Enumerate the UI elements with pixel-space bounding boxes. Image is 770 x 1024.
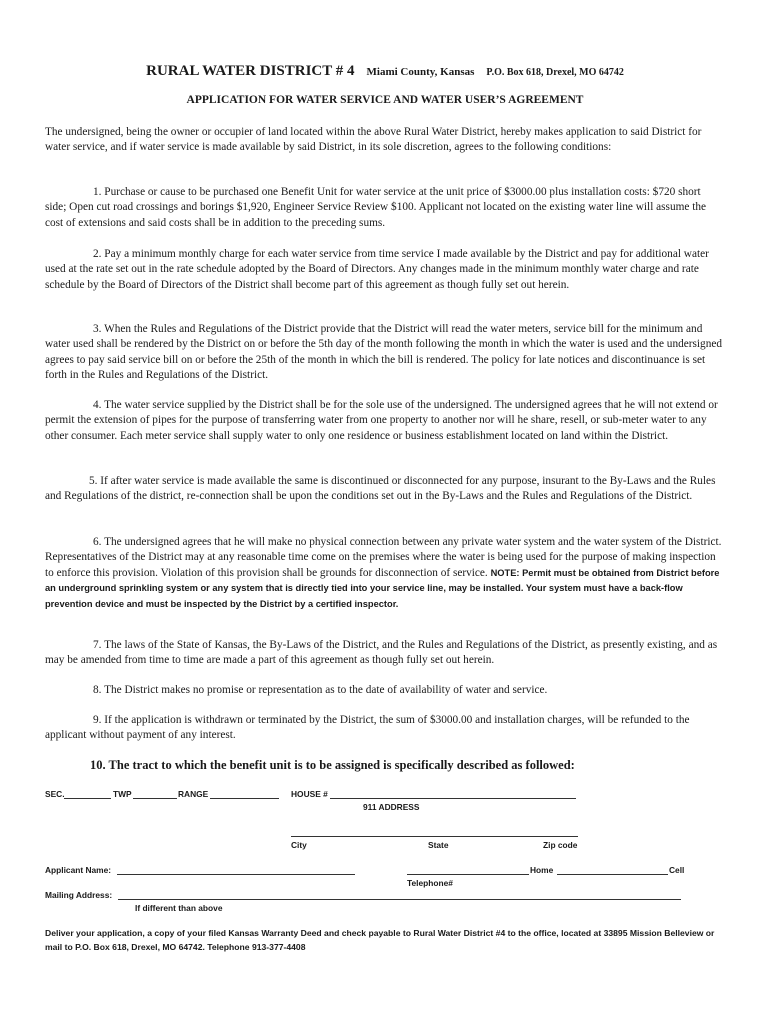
sprinkler-note: NOTE: Permit must be obtained from District before an underground sprinkling system or any system that is directly tied into your service line, may be installed. Your system must have a back-flow prevention device and must be inspected by the District by a certified inspector.: [45, 567, 720, 609]
condition-1-text: 1. Purchase or cause to be purchased one Benefit Unit for water service at the unit price of $3000.00 plus installation costs: $720 short side; Open cut road crossings and borings $1,920, Engineer Service Review $100. Applicant not located on the existing water line will assume the cost of extensions and said costs shall be in addition to the preceding sums.: [45, 186, 707, 229]
condition-2: [45, 247, 723, 293]
condition-6-text: 6. The undersigned agrees that he will make no physical connection between any private water system and the water system of the District. Representatives of the District may at any reasonable time come on the premises where the water is being used for the purpose of making inspection to enforce this provision. Violation of this provision shall be grounds for disconnection of service.: [45, 536, 722, 579]
address-911-label: 911 ADDRESS: [363, 802, 420, 812]
letterhead: [0, 62, 770, 80]
condition-7-text: 7. The laws of the State of Kansas, the By-Laws of the District, and the Rules and Regulations of the District, as presently existing, and as may be amended from time to time are made a part of this agreement as though fully set out herein.: [45, 639, 718, 667]
condition-3: [45, 322, 723, 384]
condition-5-text: 5. If after water service is made available the same is discontinued or disconnected for any purpose, insurant to the By-Laws and the Rules and Regulations of the district, re-connection shall be upon the conditions set out in the By-Laws and the Rules and Regulations of the District.: [45, 475, 716, 503]
document-title: APPLICATION FOR WATER SERVICE AND WATER USER’S AGREEMENT: [186, 94, 584, 106]
house-number-label: HOUSE #: [291, 789, 328, 799]
home-phone-field[interactable]: [407, 874, 529, 875]
intro-paragraph: [45, 125, 723, 156]
twp-label: TWP: [113, 789, 132, 799]
cell-phone-field[interactable]: [557, 874, 668, 875]
condition-8: [45, 683, 723, 698]
home-label: Home: [530, 865, 554, 875]
intro-text: The undersigned, being the owner or occupier of land located within the above Rural Water District, hereby makes application to said District for water service, and if water service is made available by said District, in its sole discretion, agrees to the following conditions:: [45, 126, 702, 154]
condition-10-heading: 10. The tract to which the benefit unit is to be assigned is specifically described as followed:: [90, 758, 575, 772]
house-number-field[interactable]: [330, 798, 576, 799]
district-address: P.O. Box 618, Drexel, MO 64742: [486, 67, 624, 78]
zip-label: Zip code: [543, 840, 578, 850]
range-field[interactable]: [210, 798, 279, 799]
condition-8-text: 8. The District makes no promise or representation as to the date of availability of water and service.: [93, 684, 548, 696]
district-title: RURAL WATER DISTRICT # 4: [146, 63, 355, 79]
city-state-zip-field[interactable]: [291, 836, 578, 837]
telephone-label: Telephone#: [407, 878, 453, 888]
mailing-address-field[interactable]: [118, 899, 681, 900]
condition-6: [45, 535, 723, 612]
range-label: RANGE: [178, 789, 209, 799]
applicant-name-field[interactable]: [117, 874, 355, 875]
delivery-text: Deliver your application, a copy of your filed Kansas Warranty Deed and check payable to Rural Water District #4 to the office, located at 33895 Mission Belleview or mail to P.O. Box 618, Drexel, MO 64742. Telephone 913-377-4408: [45, 928, 715, 952]
condition-4-text: 4. The water service supplied by the District shall be for the sole use of the undersigned. The undersigned agrees that he will not extend or permit the extension of pipes for the purpose of transferring water from one property to another nor will he share, resell, or sub-meter water to any other consumer. Each meter service shall supply water to only one residence or business establishment located on land within the District.: [45, 399, 718, 442]
condition-1: [45, 185, 723, 231]
sec-field[interactable]: [64, 798, 111, 799]
condition-9: [45, 713, 723, 744]
city-label: City: [291, 840, 307, 850]
condition-9-text: 9. If the application is withdrawn or terminated by the District, the sum of $3000.00 and installation charges, will be refunded to the applicant without payment of any interest.: [45, 714, 690, 742]
district-county: Miami County, Kansas: [366, 66, 475, 78]
sec-label: SEC.: [45, 789, 65, 799]
condition-7: [45, 638, 723, 669]
condition-4: [45, 398, 723, 444]
cell-label: Cell: [669, 865, 685, 875]
condition-2-text: 2. Pay a minimum monthly charge for each water service from time service I made available by the District and pay for additional water used at the rate set out in the rate schedule adopted by the Board of Directors. Any changes made in the minimum monthly water charge and rate schedule by the Board of Directors of the District shall become part of this agreement as though fully set out herein.: [45, 248, 709, 291]
applicant-name-label: Applicant Name:: [45, 865, 112, 875]
if-different-note: If different than above: [135, 903, 223, 913]
condition-5: [45, 474, 723, 505]
twp-field[interactable]: [133, 798, 177, 799]
mailing-address-label: Mailing Address:: [45, 890, 113, 900]
condition-3-text: 3. When the Rules and Regulations of the District provide that the District will read the water meters, service bill for the minimum and water used shall be rendered by the District on or before the 5th day of the month following the month in which the water is used and the undersigned agrees to pay said service bill on or before the 25th of the month in which the bill is rendered. The policy for late notices and discontinuance is set forth in the Rules and Regulations of the District.: [45, 323, 723, 382]
delivery-instructions: [45, 927, 725, 954]
state-label: State: [428, 840, 449, 850]
